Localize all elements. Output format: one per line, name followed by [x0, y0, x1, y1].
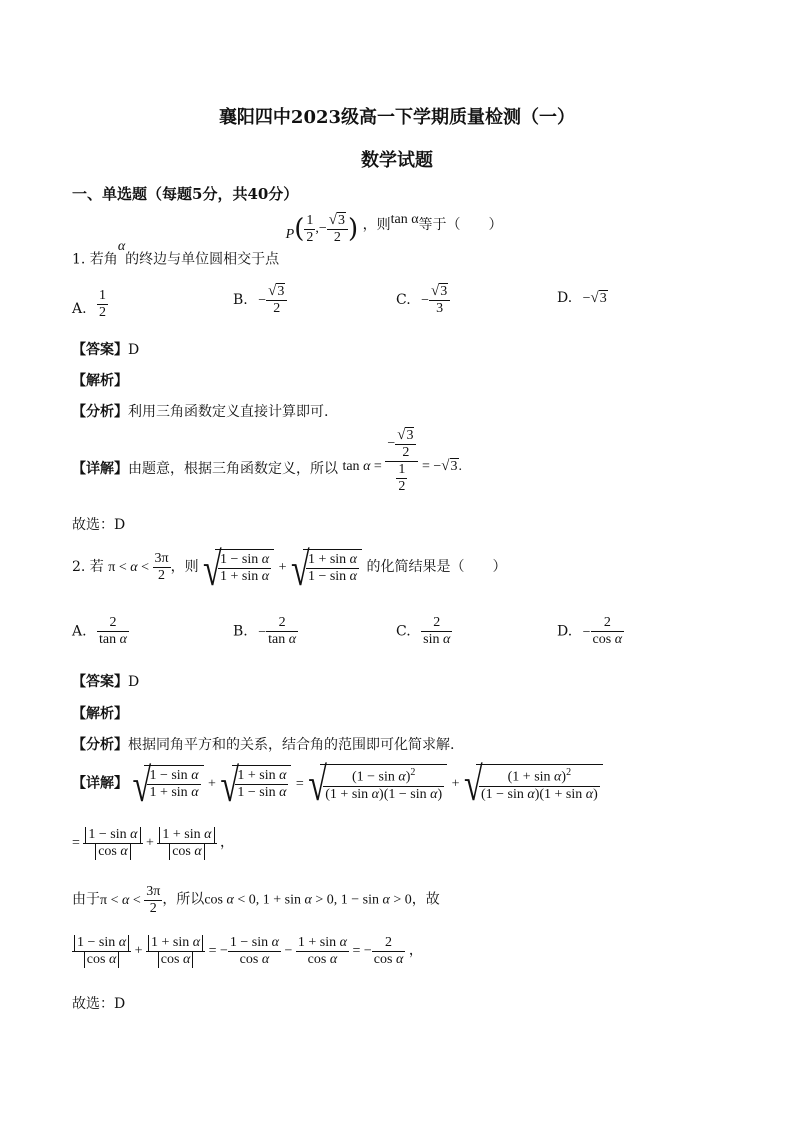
- q2-option-b: B. − $\frac{2}{\text{tan α}}$: [233, 615, 297, 647]
- q2-mid: ，则: [170, 559, 199, 575]
- q1-option-a: A. $\frac{1}{2}$: [72, 288, 107, 320]
- answer-tag: 【答案】: [72, 674, 128, 690]
- q2-end: 的化简结果是（ ）: [366, 559, 507, 575]
- q1-mid: 的终边与单位圆相交于点: [125, 251, 280, 268]
- q2-detail-line-2: = $\frac{\text{1 − sin α}}{\text{cos α}}$ + $\frac{\text{1 + sin α}}{\text{cos α}}$ ，: [72, 827, 234, 859]
- q1-prefix: 1. 若角: [72, 251, 118, 268]
- detail-tag: 【详解】: [72, 461, 128, 477]
- q1-jiexi-tag: 【解析】: [72, 373, 128, 389]
- q2-detail-line-3: $\frac{\text{1 − sin α}}{\text{cos α}}$ + $\frac{\text{1 + sin α}}{\text{cos α}}$ = − $\frac{\text{1 − sin α}}{\text{cos α}}$ − $\frac{\text{1 + sin α}}{\text{cos α}}$ = − $\frac{2}{\text{cos α}}$ ，: [72, 935, 423, 968]
- q1-detail-text: 由题意，根据三角函数定义，所以: [128, 461, 338, 477]
- q2-since-line: 由于π < α < $\frac{3\pi}{2}$ ，所以cos α < 0, 1 + sin α > 0, 1 − sin α > 0，故: [72, 884, 440, 916]
- option-label: D.: [557, 290, 573, 306]
- option-label: B.: [233, 292, 248, 308]
- q2-since-text: 由于: [72, 891, 100, 908]
- option-label: D.: [557, 623, 573, 640]
- question-2-stem: 2. 若 π < α < $\frac{3\pi}{2}$ ，则 √ $\frac{\text{1 − sin α}}{\text{1 + sin α}}$ + √ $\frac{\text{1 + sin α}}{\text{1 − sin α}}$ 的化简结果是（ ）: [72, 544, 507, 596]
- q2-detail-line-1: 【详解】 √ $\frac{\text{1 − sin α}}{\text{1 + sin α}}$ + √ $\frac{\text{1 + sin α}}{\text{1 − sin α}}$ = √ $\frac{(1 - \sin \alpha)^2}{\text{(1 + sin α)(1 − sin α)}}$ + √ $\frac{(1 + \sin \alpha)^2}{\text{(1 − sin α)(1 + sin α)}}$: [72, 764, 603, 803]
- q2-radical-2: √ $\frac{\text{1 + sin α}}{\text{1 − sin α}}$: [291, 549, 362, 585]
- q1-option-c: C. − $\frac{√3}{3}$: [396, 283, 450, 317]
- q2-option-a: A. $\frac{2}{\text{tan α}}$: [72, 615, 127, 647]
- question-1-stem: [72, 211, 503, 268]
- q1-conclusion: 故选：D: [72, 517, 126, 533]
- q2-analysis-line: [72, 734, 454, 754]
- q2-conclusion: 故选：D: [72, 996, 126, 1012]
- option-label: C.: [396, 292, 411, 308]
- q2-option-d: D. − $\frac{2}{\text{cos α}}$: [557, 615, 623, 647]
- q2-since-end: ，故: [411, 891, 440, 908]
- q2-radical-1: √ $\frac{\text{1 − sin α}}{\text{1 + sin α}}$: [203, 549, 274, 585]
- q1-answer: D: [128, 342, 140, 358]
- page-title: 襄阳四中2023级高一下学期质量检测（一）: [218, 107, 576, 128]
- q2-prefix: 2. 若: [72, 559, 104, 575]
- analysis-tag: 【分析】: [72, 737, 128, 753]
- q1-option-d: D. −√3: [557, 290, 607, 306]
- page-subtitle: 数学试题: [361, 150, 433, 171]
- q1-tan-alpha: tan α: [390, 211, 419, 227]
- q2-answer: D: [128, 674, 140, 690]
- detail-tag: 【详解】: [72, 775, 128, 792]
- q1-analysis: 利用三角函数定义直接计算即可.: [128, 404, 329, 420]
- q1-detail: [72, 427, 462, 507]
- q2-answer-line: [72, 671, 139, 691]
- point-P-expression: P( $\frac{1}{2}$ ,− $\frac{√3}{2}$ ): [285, 212, 359, 245]
- point-P-label: P: [285, 227, 295, 243]
- q2-analysis: 根据同角平方和的关系，结合角的范围即可化简求解.: [128, 737, 455, 753]
- section-heading: 一、单选题（每题5分，共40分）: [72, 185, 299, 203]
- q1-detail-formula: tan α = − $\frac{√3}{2}$ $\frac{1}{2}$ = −√3.: [342, 427, 462, 494]
- option-label: A.: [72, 623, 87, 640]
- q1-then: ，则: [362, 216, 391, 233]
- q2-jiexi-tag: 【解析】: [72, 706, 128, 722]
- q1-end: 等于（ ）: [418, 216, 503, 233]
- q1-option-b: B. − $\frac{√3}{2}$: [233, 283, 287, 317]
- q1-analysis-line: [72, 401, 328, 421]
- q1-alpha: α: [117, 239, 126, 254]
- q2-since-mid: ，所以: [162, 891, 205, 908]
- q2-option-c: C. $\frac{2}{\text{sin α}}$: [396, 615, 451, 647]
- q1-answer-line: [72, 339, 139, 359]
- option-label: A.: [72, 300, 87, 317]
- option-label: B.: [233, 623, 248, 640]
- answer-tag: 【答案】: [72, 342, 128, 358]
- option-label: C.: [396, 623, 411, 640]
- analysis-tag: 【分析】: [72, 404, 128, 420]
